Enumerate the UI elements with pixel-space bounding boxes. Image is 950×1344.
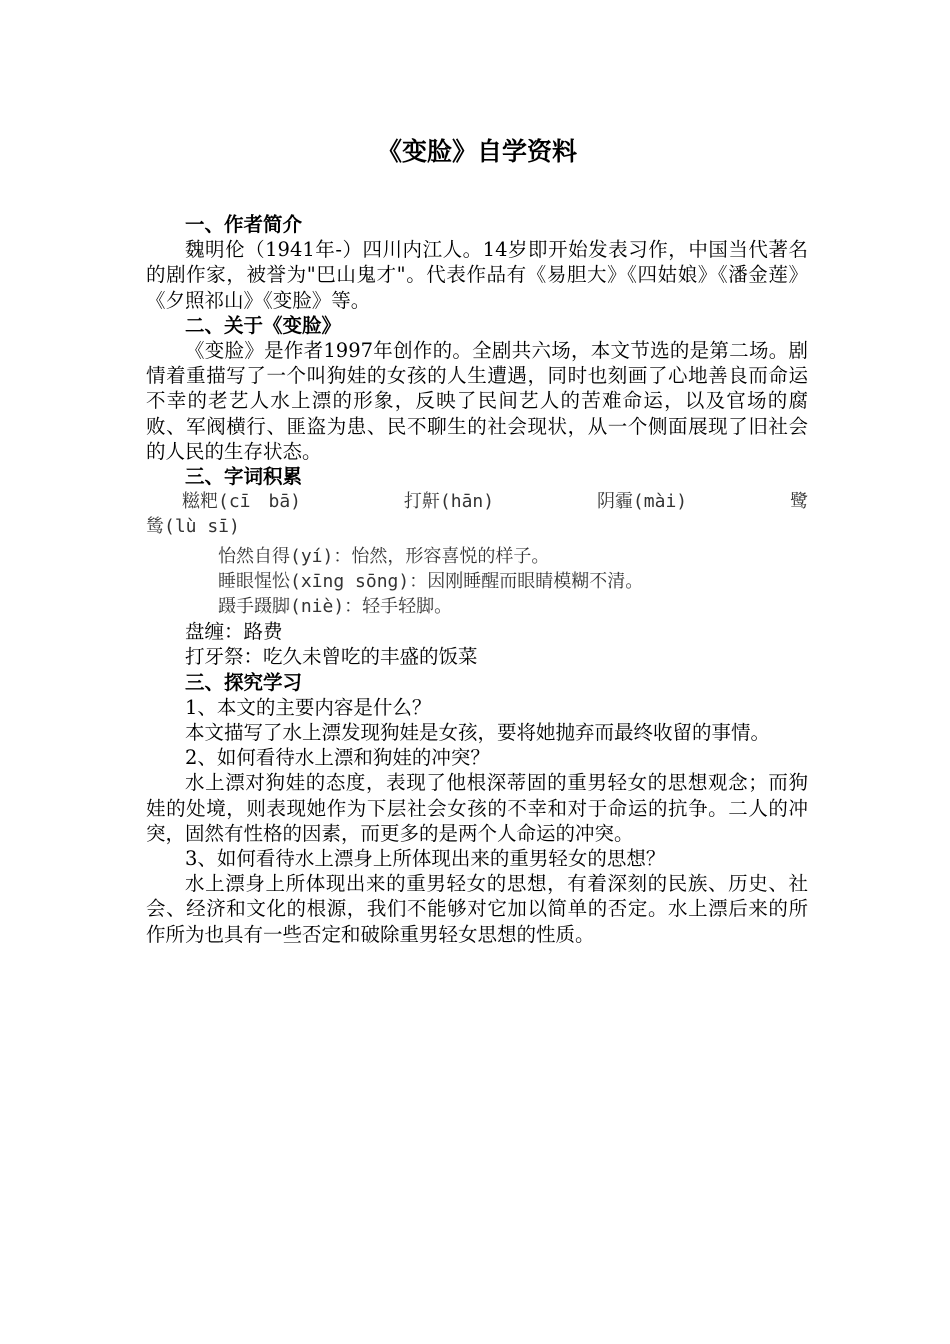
- answer-3: 水上漂身上所体现出来的重男轻女的思想，有着深刻的民族、历史、社会、经济和文化的根源，我们不能够对它加以简单的否定。水上漂后来的所作所为也具有一些否定和破除重男轻女思想的性质。: [146, 872, 808, 946]
- vocab-continuation: 鸶(lù sī): [146, 516, 240, 538]
- document-page: [146, 130, 808, 947]
- question-2: 2、如何看待水上漂和狗娃的冲突？: [185, 746, 490, 770]
- idiom-nieshou: 蹑手蹑脚(niè)：轻手轻脚。: [218, 596, 453, 618]
- vocab-item: 打鼾(hān): [403, 491, 495, 513]
- idiom-yiran: 怡然自得(yí)：怡然，形容喜悦的样子。: [218, 545, 550, 567]
- vocab-list: [146, 489, 808, 514]
- author-text: 魏明伦（1941年-）四川内江人。14岁即开始发表习作，中国当代著名的剧作家，被誉为"巴山鬼才"。代表作品有《易胆大》《四姑娘》《潘金莲》《夕照祁山》《变脸》等。: [146, 238, 808, 312]
- answer-2: 水上漂对狗娃的态度，表现了他根深蒂固的重男轻女的思想观念；而狗娃的处境，则表现她作为下层社会女孩的不幸和对于命运的抗争。二人的冲突，固然有性格的因素，而更多的是两个人命运的冲突。: [146, 771, 808, 845]
- document-title: 《变脸》自学资料: [376, 137, 577, 166]
- study-heading: 三、探究学习: [185, 670, 303, 694]
- vocab-heading: 三、字词积累: [185, 465, 303, 489]
- about-heading: 二、关于《变脸》: [185, 313, 342, 337]
- author-heading: 一、作者简介: [185, 213, 303, 236]
- vocab-item: 鹭: [789, 491, 808, 513]
- vocab-item: 糍粑(cī bā): [182, 491, 302, 513]
- word-dayaji: 打牙祭：吃久未曾吃的丰盛的饭菜: [185, 645, 478, 669]
- vocab-item: 阴霾(mài): [596, 491, 688, 513]
- about-text: 《变脸》是作者1997年创作的。全剧共六场，本文节选的是第二场。剧情着重描写了一个叫狗娃的女孩的人生遭遇，同时也刻画了心地善良而命运不幸的老艺人水上漂的形象，反映了民间艺人的苦难命运，以及官场的腐败、军阀横行、匪盗为患、民不聊生的社会现状，从一个侧面展现了旧社会的人民的生存状态。: [146, 339, 808, 463]
- word-panchan: 盘缠：路费: [185, 620, 283, 644]
- question-3: 3、如何看待水上漂身上所体现出来的重男轻女的思想？: [185, 847, 666, 871]
- question-1: 1、本文的主要内容是什么？: [185, 695, 432, 719]
- idiom-xingsong: 睡眼惺忪(xīng sōng)：因刚睡醒而眼睛模糊不清。: [218, 570, 644, 592]
- answer-1: 本文描写了水上漂发现狗娃是女孩，要将她抛弃而最终收留的事情。: [185, 721, 771, 745]
